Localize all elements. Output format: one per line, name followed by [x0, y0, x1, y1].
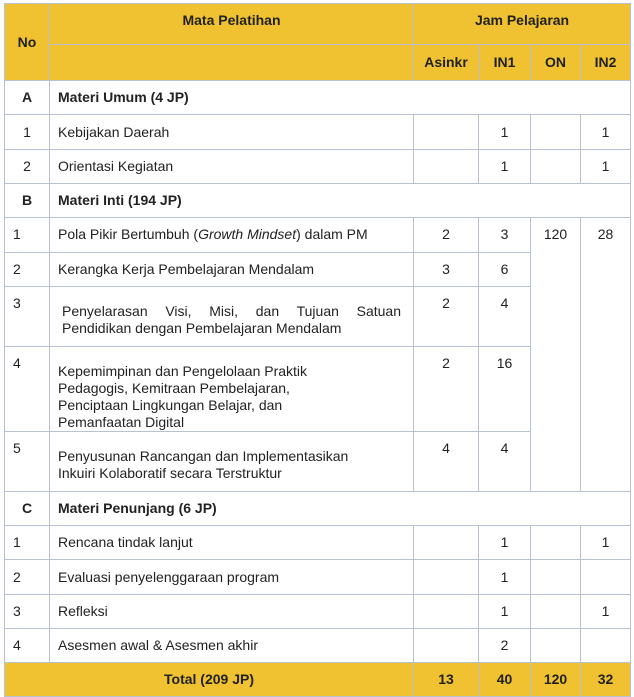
- header-row: [5, 4, 631, 45]
- row-on: [531, 560, 581, 595]
- row-in2: 1: [581, 595, 631, 629]
- section-title: Materi Inti (194 JP): [50, 184, 631, 218]
- table-row: [5, 560, 631, 595]
- header-empty: [50, 45, 414, 81]
- table-row: [5, 629, 631, 663]
- header-mata-pelatihan: Mata Pelatihan: [50, 4, 414, 45]
- row-no: 4: [5, 347, 50, 432]
- row-no: 1: [5, 218, 50, 253]
- row-in2: 1: [581, 526, 631, 560]
- row-name: Kepemimpinan dan Pengelolaan Praktik Pedagogis, Kemitraan Pembelajaran, Penciptaan Lingkungan Belajar, dan Pemanfaatan Digital: [58, 363, 308, 430]
- row-asinkr: 2: [414, 287, 479, 347]
- section-no: C: [5, 492, 50, 526]
- table-row: [5, 526, 631, 560]
- row-name: Evaluasi penyelenggaraan program: [50, 560, 414, 595]
- row-asinkr: [414, 629, 479, 663]
- row-asinkr: [414, 115, 479, 150]
- row-in2: [581, 629, 631, 663]
- row-name: Kerangka Kerja Pembelajaran Mendalam: [50, 253, 414, 287]
- row-no: 1: [5, 115, 50, 150]
- row-name-part: Pola Pikir Bertumbuh (: [58, 226, 199, 242]
- section-no: B: [5, 184, 50, 218]
- row-in2-merged: 28: [581, 218, 631, 492]
- total-label: Total (209 JP): [5, 663, 414, 697]
- total-row: [5, 663, 631, 697]
- row-in2: [581, 560, 631, 595]
- row-name: Rencana tindak lanjut: [50, 526, 414, 560]
- section-row: [5, 184, 631, 218]
- header-jam-pelajaran: Jam Pelajaran: [414, 4, 631, 45]
- total-on: 120: [531, 663, 581, 697]
- row-in2: 1: [581, 115, 631, 150]
- row-in1: 1: [479, 150, 531, 184]
- header-no: No: [5, 4, 50, 81]
- row-in1: 4: [479, 287, 531, 347]
- row-name: [50, 218, 414, 253]
- table-row: [5, 595, 631, 629]
- row-name: Kebijakan Daerah: [50, 115, 414, 150]
- row-in1: 16: [479, 347, 531, 432]
- row-in1: 4: [479, 432, 531, 492]
- row-in1: 6: [479, 253, 531, 287]
- row-asinkr: [414, 595, 479, 629]
- header-asinkr: Asinkr: [414, 45, 479, 81]
- training-schedule-table: [4, 3, 631, 697]
- header-on: ON: [531, 45, 581, 81]
- row-on: [531, 595, 581, 629]
- row-asinkr: [414, 150, 479, 184]
- row-asinkr: 3: [414, 253, 479, 287]
- row-no: 1: [5, 526, 50, 560]
- row-name-cell: [50, 347, 414, 432]
- row-on: [531, 526, 581, 560]
- row-on: [531, 150, 581, 184]
- header-in1: IN1: [479, 45, 531, 81]
- row-in2: 1: [581, 150, 631, 184]
- section-row: [5, 81, 631, 115]
- row-name-italic: Growth Mindset: [198, 226, 297, 242]
- row-name-cell: [50, 287, 414, 347]
- row-in1: 1: [479, 595, 531, 629]
- row-on-merged: 120: [531, 218, 581, 492]
- row-asinkr: 2: [414, 347, 479, 432]
- header-in2: IN2: [581, 45, 631, 81]
- row-no: 3: [5, 287, 50, 347]
- table-row: [5, 218, 631, 253]
- section-title: Materi Penunjang (6 JP): [50, 492, 631, 526]
- row-in1: 1: [479, 560, 531, 595]
- section-no: A: [5, 81, 50, 115]
- row-name-cell: [50, 432, 414, 492]
- row-no: 3: [5, 595, 50, 629]
- row-name: Penyelarasan Visi, Misi, dan Tujuan Satuan Pendidikan dengan Pembelajaran Mendalam: [62, 303, 401, 336]
- row-in1: 3: [479, 218, 531, 253]
- row-name: Penyusunan Rancangan dan Implementasikan Inkuiri Kolaboratif secara Terstruktur: [58, 448, 349, 481]
- row-in1: 2: [479, 629, 531, 663]
- row-name: Asesmen awal & Asesmen akhir: [50, 629, 414, 663]
- row-no: 2: [5, 560, 50, 595]
- table-row: [5, 115, 631, 150]
- row-name-part: ) dalam PM: [296, 226, 368, 242]
- row-asinkr: 4: [414, 432, 479, 492]
- row-asinkr: [414, 526, 479, 560]
- total-asinkr: 13: [414, 663, 479, 697]
- row-in1: 1: [479, 526, 531, 560]
- row-asinkr: 2: [414, 218, 479, 253]
- row-on: [531, 115, 581, 150]
- total-in2: 32: [581, 663, 631, 697]
- table-row: [5, 150, 631, 184]
- row-no: 5: [5, 432, 50, 492]
- row-no: 4: [5, 629, 50, 663]
- total-in1: 40: [479, 663, 531, 697]
- row-no: 2: [5, 150, 50, 184]
- row-on: [531, 629, 581, 663]
- subheader-row: [5, 45, 631, 81]
- row-name: Refleksi: [50, 595, 414, 629]
- row-asinkr: [414, 560, 479, 595]
- section-row: [5, 492, 631, 526]
- row-in1: 1: [479, 115, 531, 150]
- row-no: 2: [5, 253, 50, 287]
- section-title: Materi Umum (4 JP): [50, 81, 631, 115]
- row-name: Orientasi Kegiatan: [50, 150, 414, 184]
